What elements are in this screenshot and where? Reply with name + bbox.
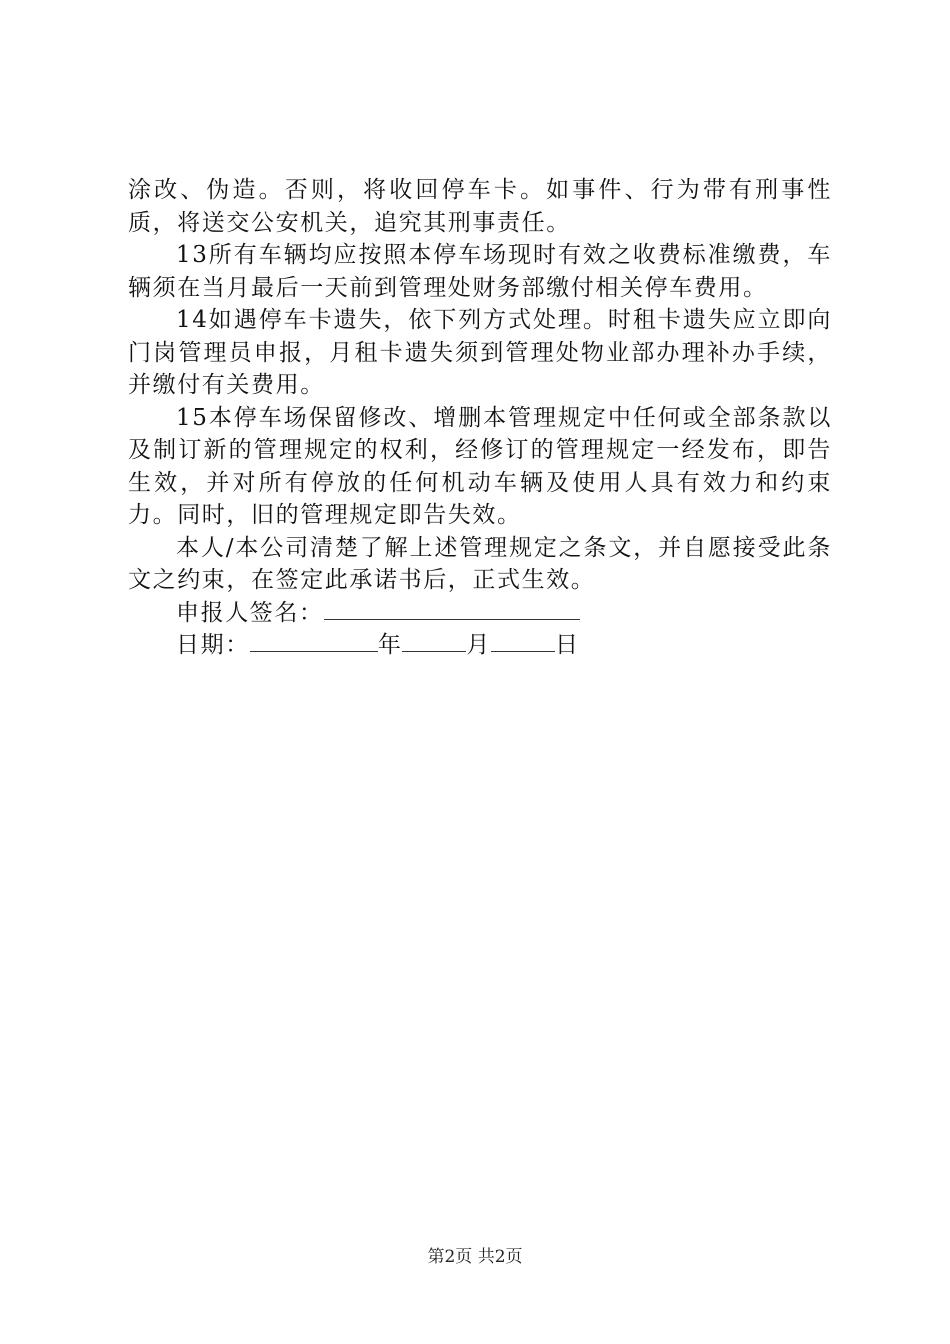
page-footer: 第2页 共2页	[427, 1247, 523, 1267]
date-line	[128, 629, 832, 662]
signature-field[interactable]	[324, 597, 580, 620]
paragraph-continuation: 涂改、伪造。否则，将收回停车卡。如事件、行为带有刑事性质，将送交公安机关，追究其刑事责任。	[128, 177, 832, 236]
document-body	[128, 174, 832, 662]
day-field[interactable]	[491, 629, 555, 652]
year-label: 年	[377, 632, 403, 658]
paragraph-clause-13: 13所有车辆均应按照本停车场现时有效之收费标准缴费，车辆须在当月最后一天前到管理处财务部缴付相关停车费用。	[128, 242, 832, 301]
year-field[interactable]	[250, 629, 378, 652]
month-label: 月	[466, 632, 492, 658]
month-field[interactable]	[402, 629, 466, 652]
day-label: 日	[555, 632, 580, 658]
paragraph-acknowledgement: 本人/本公司清楚了解上述管理规定之条文，并自愿接受此条文之约束，在签定此承诺书后，正式生效。	[128, 534, 832, 593]
date-label: 日期：	[176, 632, 250, 658]
signature-line	[128, 597, 832, 630]
paragraph-clause-14: 14如遇停车卡遗失，依下列方式处理。时租卡遗失应立即向门岗管理员申报，月租卡遗失须到管理处物业部办理补办手续，并缴付有关费用。	[128, 307, 832, 398]
paragraph-clause-15: 15本停车场保留修改、增删本管理规定中任何或全部条款以及制订新的管理规定的权利，经修订的管理规定一经发布，即告生效，并对所有停放的任何机动车辆及使用人具有效力和约束力。同时，旧的管理规定即告失效。	[128, 404, 832, 528]
signature-label: 申报人签名：	[176, 599, 324, 626]
